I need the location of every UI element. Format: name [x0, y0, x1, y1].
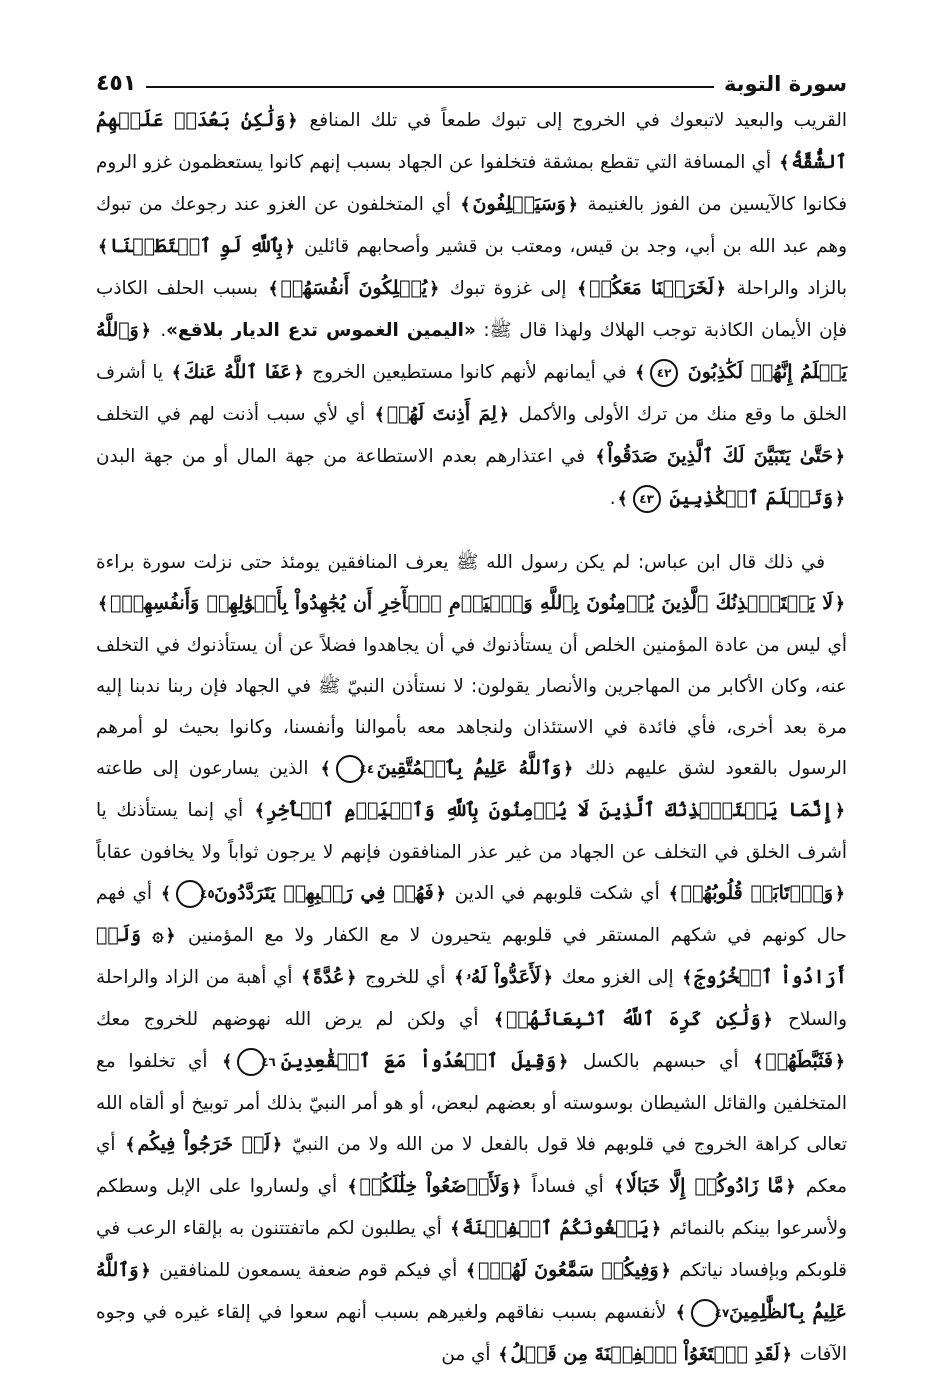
quran-close-bracket: ﴾	[465, 1261, 476, 1281]
body-text: أي المتخلفون عن الغزو عند رجوعك من تبوك وهم عبد الله بن أبي، وجد بن قيس، ومعتب بن قشير وأصحابهم قائلين	[96, 194, 847, 257]
quran-close-bracket: ﴾	[668, 884, 679, 904]
quran-open-bracket: ﴿	[835, 489, 845, 509]
body-text: أي ولكن لم يرض الله نهوضهم للخروج معك	[96, 1009, 479, 1030]
quran-open-bracket: ﴿	[511, 1177, 522, 1197]
commentary-paragraph-1	[96, 100, 847, 520]
body-text: الذين يسارعون إلى طاعته	[96, 758, 309, 779]
quran-close-bracket: ﴾	[595, 447, 606, 467]
ayah-number-marker: ٤٦	[237, 1048, 265, 1076]
body-text: أي ليس من عادة المؤمنين الخلص أن يستأذنوك في أن يجاهدوا فضلاً عن أن يستأذنوك في التخلف عنه، وكان الأكابر من المهاجرين والأنصار يقولون: لا نستأذن النبيّ ﷺ في الجهاد فإن ربنا ندبنا إليه مرة بعد أخرى، فأي فائدة في الاستئذان ولنجاهد معه بأموالنا وأنفسنا، وكانوا بحيث لو أمرهم الرسول بالقعود لشق عليهم ذلك	[96, 635, 847, 779]
quran-open-bracket: ﴿	[140, 1261, 151, 1281]
commentary-paragraph-2	[96, 542, 847, 1376]
quran-open-bracket: ﴿	[542, 968, 553, 988]
body-text: بالزاد والراحلة	[736, 278, 847, 299]
quran-verse: وَٱللَّهُ يَعۡلَمُ إِنَّهُمۡ لَكَٰذِبُونَ	[96, 319, 847, 383]
quran-open-bracket: ﴿	[558, 1052, 569, 1072]
body-text: .	[160, 320, 167, 341]
quran-open-bracket: ﴿	[835, 1052, 845, 1072]
quran-close-bracket: ﴾	[374, 405, 385, 425]
quran-close-bracket: ﴾	[98, 594, 108, 614]
quran-verse: وَقِيلَ ٱقۡعُدُواْ مَعَ ٱلۡقَٰعِدِينَ	[280, 1050, 557, 1072]
quran-close-bracket: ﴾	[161, 884, 171, 904]
body-text: أي فيكم قوم ضعفة يسمعون للمنافقين	[159, 1260, 458, 1281]
quran-open-bracket: ﴿	[165, 926, 176, 946]
quran-verse: بِٱللَّهِ لَوِ ٱسۡتَطَعۡنَا	[109, 235, 283, 257]
quran-verse: لَأَعَدُّواْ لَهُۥ	[466, 966, 541, 988]
quran-open-bracket: ﴿	[835, 594, 845, 614]
hadith-quote: «اليمين الغموس تدع الديار بلاقع»	[166, 320, 476, 341]
quran-open-bracket: ﴿	[498, 405, 509, 425]
ayah-number-marker: ٤٢	[650, 359, 678, 387]
quran-close-bracket: ﴾	[460, 195, 471, 215]
quran-open-bracket: ﴿	[140, 321, 151, 341]
ayah-number-marker: ٤٤	[336, 755, 364, 783]
quran-verse: وَٱللَّهُ عَلِيمُۢ بِٱلۡمُتَّقِينَ	[376, 757, 562, 779]
body-text: أي فهم حال كونهم في شكهم المستقر في قلوبهم يتحيرون لا مع الكفار ولا مع المؤمنين	[96, 883, 847, 946]
quran-close-bracket: ﴾	[268, 279, 279, 299]
quran-open-bracket: ﴿	[651, 1219, 662, 1239]
quran-verse: وَلَٰكِنۢ بَعُدَتۡ عَلَيۡهِمُ ٱلشُّقَّةُ	[96, 109, 847, 173]
quran-verse: عَفَا ٱللَّهُ عَنكَ	[183, 361, 292, 383]
quran-verse: لَا يَسۡتَـٔۡذِنُكَ ٱلَّذِينَ يُؤۡمِنُونَ بِٱللَّهِ وَٱلۡيَوۡمِ ٱلۡأٓخِرِ أَن يُجَٰهِدُواْ بِأَمۡوَٰلِهِمۡ وَأَنفُسِهِمۡۗ	[109, 592, 834, 614]
body-text: أي إنما يستأذنك يا أشرف الخلق في التخلف عن الجهاد من غير عذر المنافقون فإنهم لا يرجون ثواباً ولا يخافون عقاباً	[96, 800, 847, 863]
quran-verse: لَوۡ خَرَجُواْ فِيكُم	[137, 1133, 271, 1155]
body-text: القريب والبعيد لاتبعوك في الخروج إلى تبوك طمعاً في تلك المنافع	[309, 110, 847, 131]
quran-open-bracket: ﴿	[835, 884, 845, 904]
quran-open-bracket: ﴿	[660, 1261, 671, 1281]
quran-verse: وَٱرۡتَابَتۡ قُلُوبُهُمۡ	[680, 882, 834, 904]
quran-open-bracket: ﴿	[762, 1010, 773, 1030]
body-text: أي فساداً	[531, 1176, 604, 1197]
quran-close-bracket: ﴾	[450, 1219, 461, 1239]
quran-close-bracket: ﴾	[454, 968, 465, 988]
body-text: أي لأي سبب أذنت لهم في التخلف	[96, 404, 366, 425]
body-text: أي معكم	[96, 1134, 847, 1197]
quran-close-bracket: ﴾	[98, 237, 108, 257]
ayah-number-marker: ٤٥	[176, 880, 204, 908]
body-text: أي ولساروا على الإبل وسطكم ولأسرعوا بينكم بالنمائم	[96, 1176, 847, 1239]
quran-verse: يُهۡلِكُونَ أَنفُسَهُمۡ	[280, 277, 428, 299]
body-text: .	[609, 488, 616, 509]
quran-verse: يَبۡغُونَكُمُ ٱلۡفِتۡنَةَ	[462, 1217, 650, 1239]
body-text: لأنفسهم بسبب نفاقهم ولغيرهم بسبب أنهم سعوا في إلقاء غيره في وجوه الآفات	[96, 1302, 847, 1365]
quran-close-bracket: ﴾	[320, 759, 331, 779]
quran-close-bracket: ﴾	[347, 1177, 358, 1197]
quran-open-bracket: ﴿	[835, 447, 845, 467]
body-text: إلى الغزو معك	[561, 967, 674, 988]
quran-close-bracket: ﴾	[577, 279, 588, 299]
quran-verse: فَهُمۡ فِي رَيۡبِهِمۡ يَتَرَدَّدُونَ	[214, 882, 434, 904]
quran-verse: لَخَرَجۡنَا مَعَكُمۡ	[589, 277, 714, 299]
body-text: أي المسافة التي تقطع بمشقة فتخلفوا عن الجهاد بسبب إنهم كانوا يستعظمون غزو الروم فكانوا كالآيسين من الفوز بالغنيمة	[96, 152, 847, 215]
quran-verse: وَٱللَّهُ عَلِيمُۢ بِٱلظَّٰلِمِينَ	[96, 1259, 847, 1323]
quran-verse: عُدَّةً	[313, 966, 345, 988]
ayah-number-marker: ٤٣	[633, 485, 661, 513]
quran-open-bracket: ﴿	[835, 801, 845, 821]
quran-open-bracket: ﴿	[715, 279, 726, 299]
quran-close-bracket: ﴾	[753, 1052, 764, 1072]
quran-close-bracket: ﴾	[301, 968, 312, 988]
quran-close-bracket: ﴾	[675, 1303, 686, 1323]
body-text: أي من	[441, 1344, 491, 1365]
body-text: في أيمانهم لأنهم كانوا مستطيعين الخروج	[312, 362, 627, 383]
quran-open-bracket: ﴿	[346, 968, 357, 988]
quran-verse: ۞ وَلَوۡ أَرَادُواْ ٱلۡخُرُوجَ	[96, 924, 847, 988]
quran-verse: إِنَّمَا يَسۡتَـٔۡذِنُكَ ٱلَّذِينَ لَا يُؤۡمِنُونَ بِٱللَّهِ وَٱلۡيَوۡمِ ٱلۡأٓخِرِ	[266, 799, 834, 821]
quran-verse: وَلَٰكِن كَرِهَ ٱللَّهُ ٱنۢبِعَاثَهُمۡ	[505, 1008, 761, 1030]
quran-open-bracket: ﴿	[429, 279, 440, 299]
quran-close-bracket: ﴾	[254, 801, 265, 821]
quran-verse: وَسَيَحۡلِفُونَ	[472, 193, 566, 215]
quran-open-bracket: ﴿	[563, 759, 574, 779]
quran-close-bracket: ﴾	[222, 1052, 233, 1072]
running-header	[96, 52, 847, 96]
quran-open-bracket: ﴿	[435, 884, 446, 904]
quran-verse: حَتَّىٰ يَتَبَيَّنَ لَكَ ٱلَّذِينَ صَدَقُواْ	[607, 445, 834, 467]
quran-verse: وَفِيكُمۡ سَمَّٰعُونَ لَهُمۡۗ	[477, 1259, 659, 1281]
body-text: بسبب الحلف الكاذب فإن الأيمان الكاذبة توجب الهلاك ولهذا قال ﷺ:	[96, 278, 847, 341]
body-text: في اعتذارهم بعدم الاستطاعة من جهة المال أو من جهة البدن	[96, 446, 586, 467]
quran-close-bracket: ﴾	[617, 489, 628, 509]
quran-close-bracket: ﴾	[171, 363, 182, 383]
body-text: أي أهبة من الزاد والراحلة والسلاح	[96, 967, 847, 1030]
quran-verse: لَقَدِ ٱبۡتَغَوُاْ ٱلۡفِتۡنَةَ مِن قَبۡلُ	[510, 1343, 780, 1365]
body-text: إلى غزوة تبوك	[449, 278, 567, 299]
quran-close-bracket: ﴾	[682, 968, 693, 988]
body-text: أي تخلفوا مع المتخلفين والقائل الشيطان بوسوسته أو بعضهم لبعض، أو هو أمر النبيّ بذلك أمر توبيخ أو ألقاه الله تعالى كراهة الخروج في قلوبهم فلا قول بالفعل لا من الله ولا من النبيّ	[96, 1051, 847, 1155]
surah-title: سورة التوبة	[723, 72, 847, 96]
body-text: أي يطلبون لكم ماتفتتنون به بإلقاء الرعب في قلوبكم وبإفساد نياتكم	[96, 1218, 847, 1281]
quran-close-bracket: ﴾	[493, 1010, 504, 1030]
body-text: أي شكت قلوبهم في الدين	[454, 883, 660, 904]
quran-close-bracket: ﴾	[614, 1177, 625, 1197]
quran-verse: وَلَأَوۡضَعُواْ خِلَٰلَكُمۡ	[359, 1175, 510, 1197]
ayah-number-marker: ٤٧	[691, 1299, 719, 1327]
body-text: يا أشرف الخلق ما وقع منك من ترك الأولى والأكمل	[96, 362, 847, 425]
quran-close-bracket: ﴾	[635, 363, 646, 383]
body-text: في ذلك قال ابن عباس: لم يكن رسول الله ﷺ يعرف المنافقين يومئذ حتى نزلت سورة براءة	[96, 552, 825, 573]
quran-close-bracket: ﴾	[779, 153, 790, 173]
quran-open-bracket: ﴿	[567, 195, 578, 215]
quran-close-bracket: ﴾	[125, 1135, 136, 1155]
header-rule	[146, 86, 714, 88]
quran-close-bracket: ﴾	[498, 1345, 509, 1365]
quran-verse: فَثَبَّطَهُمۡ	[765, 1050, 833, 1072]
quran-open-bracket: ﴿	[272, 1135, 283, 1155]
quran-open-bracket: ﴿	[781, 1345, 792, 1365]
quran-open-bracket: ﴿	[287, 111, 298, 131]
page-number: ٤٥١	[96, 71, 137, 96]
body-text: أي حبسهم بالكسل	[582, 1051, 739, 1072]
quran-verse: لِمَ أَذِنتَ لَهُمۡ	[386, 403, 497, 425]
quran-verse: مَّا زَادُوكُمۡ إِلَّا خَبَالٗا	[626, 1175, 784, 1197]
quran-open-bracket: ﴿	[293, 363, 304, 383]
quran-open-bracket: ﴿	[284, 237, 295, 257]
quran-verse: وَتَعۡلَمَ ٱلۡكَٰذِبِينَ	[669, 487, 834, 509]
body-text: أي للخروج	[364, 967, 446, 988]
quran-open-bracket: ﴿	[785, 1177, 796, 1197]
